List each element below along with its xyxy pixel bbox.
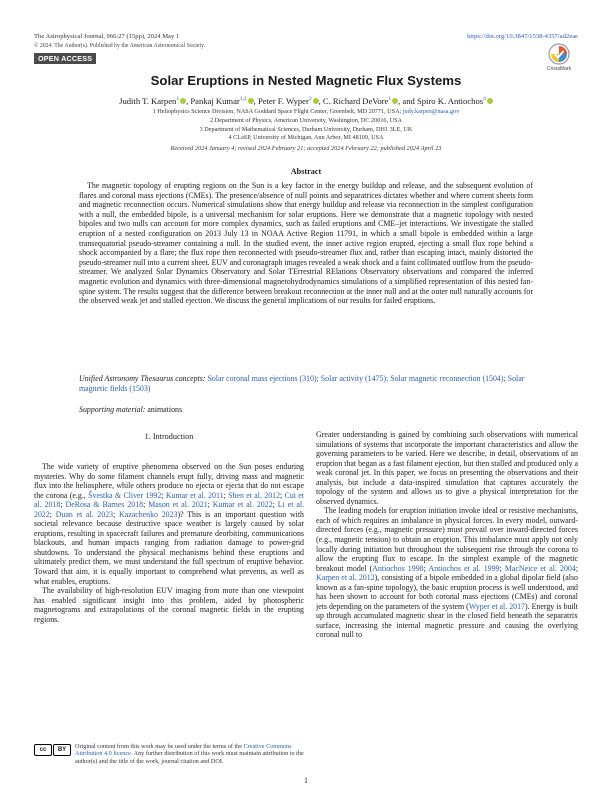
affiliation-3: 3 Department of Mathematical Sciences, Durham University, Durham, DH1 3LE, UK — [199, 125, 413, 133]
citation-link[interactable]: Mason et al. 2021 — [148, 500, 208, 510]
affiliations — [0, 108, 612, 143]
section-heading-introduction: 1. Introduction — [144, 432, 194, 441]
cc-license-link[interactable]: Creative Commons Attribution 4.0 licence — [75, 743, 292, 758]
body-text: ; — [143, 500, 149, 510]
body-text: ). Energy is built up through accumulated magnetic shear in the closed field beneath the separatrix surface, increasing the internal magnetic pressure and causing the overlying coronal null to — [316, 601, 578, 640]
author-name[interactable]: Judith T. Karpen — [119, 96, 177, 106]
author-separator: , — [186, 96, 191, 106]
journal-citation: The Astrophysical Journal, 966:27 (15pp), 2024 May 1 — [34, 33, 180, 40]
citation-link[interactable]: MacNeice et al. 2004 — [504, 563, 576, 573]
uat-keywords — [79, 374, 533, 393]
intro-paragraph-4 — [316, 506, 578, 640]
intro-paragraph-1 — [34, 462, 304, 586]
license-notice — [34, 743, 304, 765]
orcid-icon[interactable] — [487, 98, 493, 104]
author-affiliation-marker: 1 — [388, 96, 392, 103]
citation-link[interactable]: Wyper et al. 2017 — [468, 601, 525, 611]
body-text: ; — [423, 563, 429, 573]
author-name[interactable]: Pankaj Kumar — [190, 96, 240, 106]
author-affiliation-marker: 1 — [176, 96, 180, 103]
citation-link[interactable]: Kumar et al. 2022 — [212, 500, 273, 510]
body-text: ; — [272, 500, 278, 510]
citation-link[interactable]: Li et al. 2022 — [34, 500, 304, 519]
body-text: The leading models for eruption initiation invoke ideal or resistive mechanisms, each of which requires an imbalance in physical forces. In every model, outward-directed forces (e.g., magnetic pressure) must prevail over inward-directed forces (e.g., magnetic tension) to obtain an eruption. This imbalance must apply not only locally during initiation but throughout the subsequent rise through the corona to allow the erupting flux to escape. In the simplest example of the magnetic breakout model ( — [316, 506, 578, 573]
crossmark-button[interactable] — [541, 43, 577, 72]
body-text: ; — [207, 500, 213, 510]
citation-link[interactable]: Cui et al. 2018 — [34, 490, 304, 510]
supporting-value: animations — [147, 405, 183, 414]
body-text: ; — [280, 490, 285, 500]
author-affiliation-marker: 3 — [308, 96, 312, 103]
citation-link[interactable]: Švestka & Cliver 1992 — [88, 490, 162, 500]
open-access-badge: OPEN ACCESS — [34, 53, 96, 64]
body-text: ; — [575, 563, 578, 573]
body-text: ), consisting of a bipole embedded in a global dipolar field (also known as a fan-spine topology), the basic eruption process is well understood, and has been shown to account for both coronal mass ejections (CMEs) and coronal jets depending on the parameters of the system ( — [316, 573, 578, 611]
author-name[interactable]: C. Richard DeVore — [322, 96, 389, 106]
abstract-heading: Abstract — [290, 167, 322, 176]
running-header — [34, 33, 578, 40]
author-separator: , — [253, 96, 258, 106]
abstract-text: The magnetic topology of erupting regions on the Sun is a key factor in the energy buildup and release, and the subsequent evolution of flares and coronal mass ejections (CMEs). The presence/absence of null points and separatrices dictates whether and where current sheets form and magnetic reconnection occurs. Numerical simulations show that energy buildup and release via reconnection in the simplest configuration with a null, the embedded bipole, is a universal mechanism for solar eruptions. Here we demonstrate that a magnetic topology with nested bipoles and two nulls can account for more complex dynamics, such as failed eruptions and CME–jet interactions. We investigate the stalled eruption of a nested configuration on 2013 July 13 in NOAA Active Region 11791, in which a small bipole is embedded within a large transequatorial pseudo-streamer containing a null. In the studied event, the inner active region erupted, ejecting a small flux rope behind a shock accompanied by a flare; the flux rope then reconnected with pseudo-streamer flux and, rather than escaping intact, mainly distorted the pseudo-streamer null into a current sheet. EUV and coronagraph images revealed a weak shock and a faint collimated outflow from the pseudo-streamer. We analyzed Solar Dynamics Observatory and Solar TErrestrial RElations Observatory observations and compared the inferred magnetic evolution and dynamics with three-dimensional magnetohydrodynamics simulations of a simplified representation of this nested fan-spine system. The results suggest that the difference between breakout reconnection at the inner null and at the outer null naturally accounts for the observed weak jet and stalled ejection. We discuss the general implications of our results for failed eruptions. — [79, 181, 533, 306]
citation-link[interactable]: DeRosa & Barnes 2018 — [65, 500, 144, 510]
keyword-link[interactable]: Solar magnetic fields (1503) — [79, 374, 525, 393]
cc-by-icon[interactable] — [34, 744, 71, 765]
author-separator: , and — [398, 96, 417, 106]
crossmark-icon — [548, 43, 570, 65]
affiliation-2: 2 Department of Physics, American University, Washington, DC 20016, USA — [210, 116, 402, 124]
body-text: ; — [223, 490, 229, 500]
body-text: ; — [60, 500, 66, 510]
affiliation-4: 4 CLaSP, University of Michigan, Ann Arbor, MI 48109, USA — [228, 134, 384, 142]
left-column — [34, 462, 304, 742]
citation-link[interactable]: Duan et al. 2023 — [55, 509, 114, 519]
body-text: ; — [161, 490, 166, 500]
citation-link[interactable]: Shen et al. 2012 — [228, 490, 281, 500]
doi-link[interactable]: https://doi.org/10.3847/1538-4357/ad2eae — [467, 33, 578, 40]
paper-title: Solar Eruptions in Nested Magnetic Flux Systems — [150, 73, 462, 88]
author-affiliation-marker: 4 — [483, 96, 486, 103]
page-number: 1 — [304, 776, 308, 785]
right-column — [316, 430, 578, 774]
keyword-link[interactable]: Solar magnetic reconnection (1504); — [388, 374, 506, 383]
intro-paragraph-3: Greater understanding is gained by combining such observations with numerical simulations of systems that incorporate the important characteristics and allow the governing parameters to be varied. Here we describe, in detail, observations of an eruption that began as a fast filament ejection, but then stalled and produced only a weak coronal jet. In this paper, we focus on presenting the observations and their analysis, but include a data-inspired simulation that captures accurately the topology of the system and allows us to give a physical interpretation for the observed dynamics. — [316, 430, 578, 506]
citation-link[interactable]: Kumar et al. 2011 — [165, 490, 224, 500]
author-list — [0, 96, 612, 106]
cc-icon: cc — [34, 744, 52, 756]
author-name[interactable]: Spiro K. Antiochos — [416, 96, 484, 106]
body-text: ; — [113, 509, 120, 519]
keyword-link[interactable]: Solar coronal mass ejections (310); — [207, 374, 319, 383]
author-separator: , — [318, 96, 323, 106]
affiliation-1: 1 Heliophysics Science Division, NASA Goddard Space Flight Center, Greenbelt, MD 20771, USA; judy.karpen@nasa.gov — [152, 108, 460, 115]
body-text: ; — [49, 509, 56, 519]
keyword-link[interactable]: Solar activity (1475); — [318, 374, 389, 383]
publication-dates: Received 2024 January 4; revised 2024 February 21; accepted 2024 February 22; published 2024 April 23 — [170, 145, 442, 152]
supporting-material — [79, 405, 182, 414]
body-text: )? This is an important question with societal relevance because destructive space weather is largely caused by solar eruptions, resulting in spacecraft failures and premature deorbiting, communications blackouts, and human impacts ranging from radiation damage to power-grid shutdowns. To understand the physical mechanisms behind these eruptions and ultimately predict them, we must understand the full spectrum of eruptive behavior. Toward that aim, it is equally important to comprehend what prevents, as well as what enables, eruptions. — [34, 509, 304, 586]
license-text: Original content from this work may be used under the terms of the Creative Commons Attribution 4.0 licence. Any further distribution of this work must maintain attribution to the author(s) and the title of the work, journal citation and DOI. — [75, 743, 304, 765]
body-text: ; — [499, 563, 505, 573]
keywords-label: Unified Astronomy Thesaurus concepts: — [79, 374, 206, 383]
author-affiliation-marker: 1,2 — [239, 96, 247, 103]
supporting-label: Supporting material: — [79, 405, 146, 414]
author-name[interactable]: Peter F. Wyper — [257, 96, 309, 106]
citation-link[interactable]: Kazachenko 2023 — [119, 509, 178, 519]
intro-paragraph-2: The availability of high-resolution EUV imaging from more than one viewpoint has enabled significant insight into this problem, aided by photospheric magnetograms and extrapolations of the coronal magnetic fields in the erupting regions. — [34, 586, 304, 624]
citation-link[interactable]: Antiochos 1998 — [372, 563, 424, 573]
citation-link[interactable]: Karpen et al. 2012 — [316, 573, 375, 583]
citation-link[interactable]: Antiochos et al. 1999 — [428, 563, 500, 573]
body-text: The wide variety of eruptive phenomena observed on the Sun poses enduring mysteries. Why do some filament channels erupt fully, driving mass and magnetic flux into the heliosphere, while others produce no ejecta or ejecta that do not escape the corona (e.g., — [34, 462, 304, 500]
corresponding-email[interactable]: judy.karpen@nasa.gov — [402, 108, 460, 115]
by-icon: BY — [53, 744, 71, 756]
copyright-line: © 2024. The Author(s). Published by the American Astronomical Society. — [34, 43, 206, 49]
crossmark-label: CrossMark — [546, 66, 572, 72]
